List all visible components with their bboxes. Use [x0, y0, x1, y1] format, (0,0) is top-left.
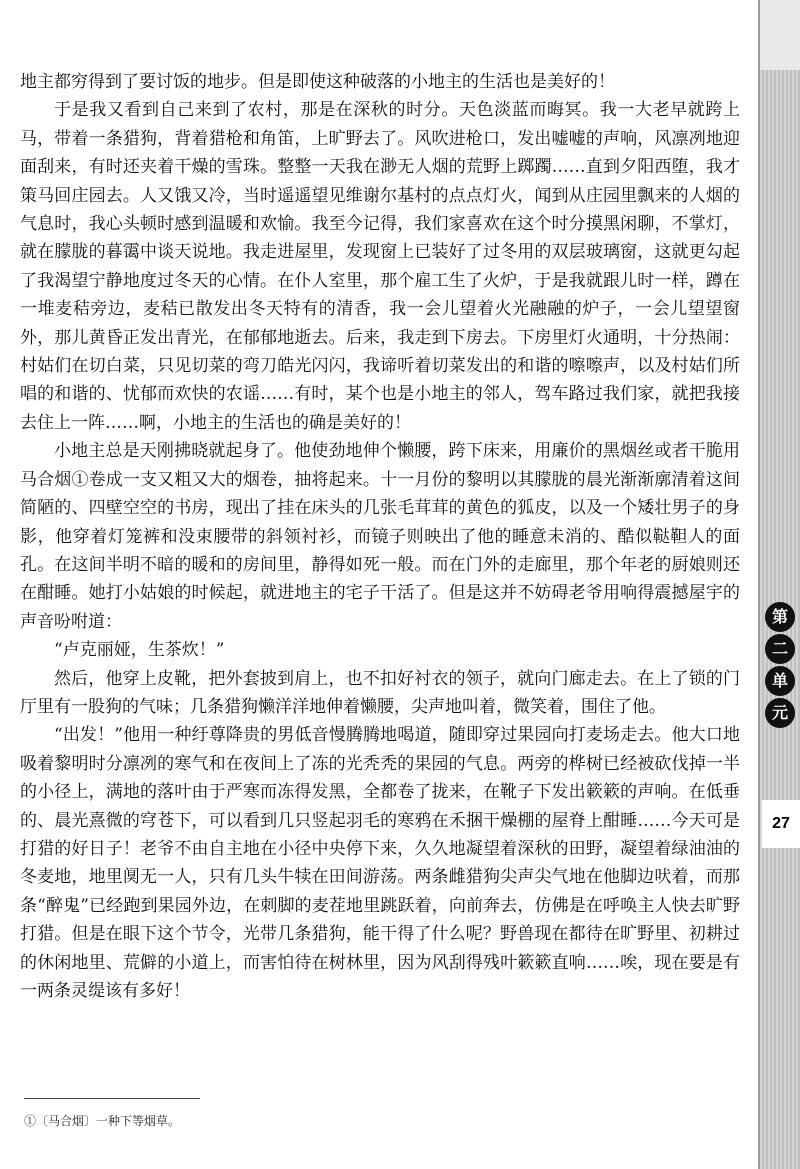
paragraph: 地主都穷得到了要讨饭的地步。但是即使这种破落的小地主的生活也是美好的！ — [20, 72, 615, 92]
unit-label-char: 第 — [765, 602, 795, 632]
margin-tab — [760, 0, 800, 1169]
dialogue-line: “卢克丽娅，生茶炊！” — [54, 640, 225, 661]
footnote: ①〔马合烟〕一种下等烟草。 — [24, 1114, 181, 1128]
paragraph: 小地主总是天刚拂晓就起身了。他使劲地伸个懒腰，跨下床来，用廉价的黑烟丝或者干脆用马合烟①卷成一支又粗又大的烟卷，抽将起来。十一月份的黎明以其朦胧的晨光渐渐廓清着这间简陋的、四壁空空的书房，现出了挂在床头的几张毛茸茸的黄色的狐皮，以及一个矮壮男子的身影，他穿着灯笼裤和没束腰带的斜领衬衫，而镜子则映出了他的睡意未消的、酷似鞑靼人的面孔。在这间半明不暗的暖和的房间里，静得如死一般。而在门外的走廊里，那个年老的厨娘则还在酣睡。她打小姑娘的时候起，就进地主的宅子干活了。但是这并不妨碍老爷用响得震撼屋宇的声音吩咐道： — [20, 441, 740, 632]
paragraph: “出发！”他用一种纡尊降贵的男低音慢腾腾地喝道，随即穿过果园向打麦场走去。他大口地吸着黎明时分凛冽的寒气和在夜间上了冻的光秃秃的果园的气息。两旁的桦树已经被砍伐掉一半的小径上，满地的落叶由于严寒而冻得发黑，全都卷了拢来，在靴子下发出簌簌的声响。在低垂的、晨光熹微的穹苍下，可以看到几只竖起羽毛的寒鸦在禾捆干燥棚的屋脊上酣睡……今天可是打猎的好日子！老爷不由自主地在小径中央停下来，久久地凝望着深秋的田野，凝望着绿油油的冬麦地，地里阒无一人，只有几头牛犊在田间游荡。两条雌猎狗尖声尖气地在他脚边吠着，而那条“醉鬼”已经跑到果园外边，在刺脚的麦茬地里跳跃着，向前奔去，仿佛是在呼唤主人快去旷野打猎。但是在眼下这个节令，光带几条猎狗，能干得了什么呢？野兽现在都待在旷野里、初耕过的休闲地里、荒僻的小道上，而害怕待在树林里，因为风刮得残叶簌簌直响……唉，现在要是有一两条灵缇该有多好！ — [20, 725, 740, 1001]
unit-label-char: 二 — [765, 634, 795, 664]
paragraph: 然后，他穿上皮靴，把外套披到肩上，也不扣好衬衣的领子，就向门廊走去。在上了锁的门厅里有一股狗的气味；几条猎狗懒洋洋地伸着懒腰，尖声地叫着，微笑着，围住了他。 — [20, 668, 740, 717]
unit-label-char: 元 — [765, 698, 795, 728]
footnote-divider — [24, 1098, 200, 1099]
unit-label-char: 单 — [765, 666, 795, 696]
margin-tab-top — [760, 0, 800, 70]
unit-label — [761, 600, 799, 730]
page-number: 27 — [762, 800, 800, 848]
page-body — [20, 68, 740, 1005]
paragraph: 于是我又看到自己来到了农村，那是在深秋的时分。天色淡蓝而晦冥。我一大老早就跨上马，带着一条猎狗，背着猎枪和角笛，上旷野去了。风吹进枪口，发出嘘嘘的声响，风凛冽地迎面刮来，有时还夹着干燥的雪珠。整整一天我在渺无人烟的荒野上踯躅……直到夕阳西堕，我才策马回庄园去。人又饿又冷，当时遥遥望见维谢尔基村的点点灯火，闻到从庄园里飘来的人烟的气息时，我心头顿时感到温暖和欢愉。我至今记得，我们家喜欢在这个时分摸黑闲聊，不掌灯，就在朦胧的暮霭中谈天说地。我走进屋里，发现窗上已装好了过冬用的双层玻璃窗，这就更勾起了我渴望宁静地度过冬天的心情。在仆人室里，那个雇工生了火炉，于是我就跟儿时一样，蹲在一堆麦秸旁边，麦秸已散发出冬天特有的清香，我一会儿望着火光融融的炉子，一会儿望望窗外，那儿黄昏正发出青光，在郁郁地逝去。后来，我走到下房去。下房里灯火通明，十分热闹：村姑们在切白菜，只见切菜的弯刀皓光闪闪，我谛听着切菜发出的和谐的嚓嚓声，以及村姑们所唱的和谐的、忧郁而欢快的农谣……有时，某个也是小地主的邻人，驾车路过我们家，就把我接去住上一阵……啊，小地主的生活也的确是美好的！ — [20, 100, 740, 433]
